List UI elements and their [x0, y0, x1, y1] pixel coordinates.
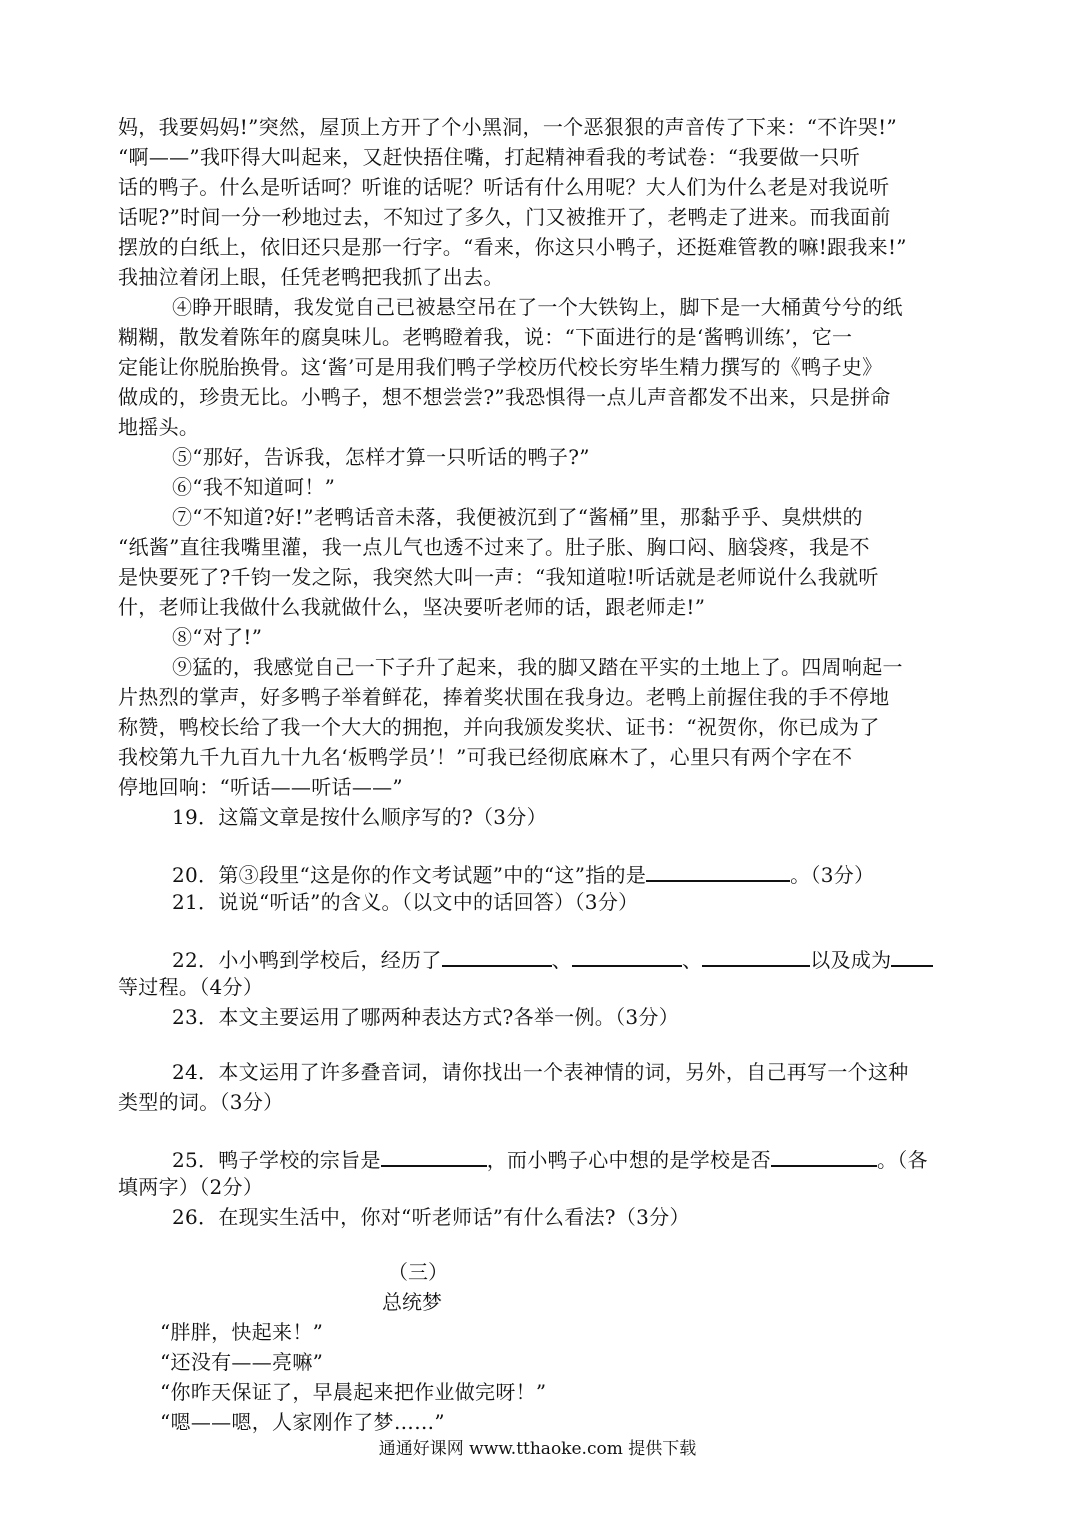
question-25-text-b: ，而小鸭子心中想的是学校是否 [486, 1148, 771, 1172]
passage-line: 我抽泣着闭上眼，任凭老鸭把我抓了出去。 [118, 265, 504, 289]
question-25-text-c: 。（各 [876, 1148, 928, 1172]
passage-line: 片热烈的掌声，好多鸭子举着鲜花，捧着奖状围在我身边。老鸭上前握住我的手不停地 [118, 685, 890, 709]
question-21: 21．说说“听话”的含义。（以文中的话回答）（3分） [172, 890, 639, 914]
section-number: （三） [388, 1260, 448, 1284]
passage-line: ⑨猛的，我感觉自己一下子升了起来，我的脚又踏在平实的土地上了。四周响起一 [172, 655, 903, 679]
answer-blank-25-2[interactable] [771, 1143, 877, 1167]
question-25 [172, 1143, 960, 1174]
dialogue-line: “你昨天保证了，早晨起来把作业做完呀！” [160, 1380, 547, 1404]
passage-line: 摆放的白纸上，依旧还只是那一行字。“看来，你这只小鸭子，还挺难管教的嘛!跟我来!” [118, 235, 907, 259]
question-25-cont: 填两字）（2分） [118, 1175, 264, 1199]
question-20 [172, 858, 960, 889]
answer-blank-20[interactable] [646, 858, 790, 882]
passage-line: 我校第九千九百九十九名‘板鸭学员’！”可我已经彻底麻木了，心里只有两个字在不 [118, 745, 853, 769]
question-22-text-b: 以及成为 [810, 948, 892, 972]
answer-blank-22-4[interactable] [891, 943, 933, 967]
passage-line: 是快要死了?千钧一发之际，我突然大叫一声：“我知道啦!听话就是老师说什么我就听 [118, 565, 879, 589]
dialogue-line: “嗯——嗯，人家刚作了梦……” [160, 1410, 445, 1434]
section-title: 总统梦 [382, 1290, 442, 1314]
passage-line: 什，老师让我做什么我就做什么，坚决要听老师的话，跟老师走!” [118, 595, 706, 619]
answer-blank-22-2[interactable] [572, 943, 682, 967]
passage-line: 做成的，珍贵无比。小鸭子，想不想尝尝?”我恐惧得一点儿声音都发不出来，只是拼命 [118, 385, 891, 409]
question-22-cont: 等过程。（4分） [118, 975, 264, 999]
passage-line: ④睁开眼睛，我发觉自己已被悬空吊在了一个大铁钩上，脚下是一大桶黄兮兮的纸 [172, 295, 903, 319]
question-22 [172, 943, 960, 974]
question-22-text: 22．小小鸭到学校后，经历了 [172, 948, 442, 972]
passage-line: 糊糊，散发着陈年的腐臭味儿。老鸭瞪着我，说：“下面进行的是‘酱鸭训练’，它一 [118, 325, 853, 349]
answer-blank-22-1[interactable] [442, 943, 552, 967]
page-footer: 通通好课网 www.tthaoke.com 提供下载 [378, 1439, 697, 1459]
question-20-points: 。（3分） [790, 863, 875, 887]
question-22-separator: 、 [551, 948, 572, 972]
passage-line: 话呢?”时间一分一秒地过去，不知过了多久，门又被推开了，老鸭走了进来。而我面前 [118, 205, 891, 229]
passage-line: “纸酱”直往我嘴里灌，我一点儿气也透不过来了。肚子胀、胸口闷、脑袋疼，我是不 [118, 535, 870, 559]
question-24: 24．本文运用了许多叠音词，请你找出一个表神情的词，另外，自己再写一个这种 [172, 1060, 909, 1084]
passage-line: “啊——”我吓得大叫起来，又赶快捂住嘴，打起精神看我的考试卷：“我要做一只听 [118, 145, 861, 169]
passage-line: 停地回响：“听话——听话——” [118, 775, 403, 799]
passage-line: 定能让你脱胎换骨。这‘酱’可是用我们鸭子学校历代校长穷毕生精力撰写的《鸭子史》 [118, 355, 883, 379]
passage-line: 称赞，鸭校长给了我一个大大的拥抱，并向我颁发奖状、证书：“祝贺你，你已成为了 [118, 715, 880, 739]
question-23: 23．本文主要运用了哪两种表达方式?各举一例。（3分） [172, 1005, 679, 1029]
answer-blank-25-1[interactable] [381, 1143, 487, 1167]
passage-line: ⑤“那好，告诉我，怎样才算一只听话的鸭子?” [172, 445, 590, 469]
dialogue-line: “胖胖，快起来！” [160, 1320, 324, 1344]
question-24-cont: 类型的词。（3分） [118, 1090, 284, 1114]
question-26: 26．在现实生活中，你对“听老师话”有什么看法?（3分） [172, 1205, 690, 1229]
passage-line: ⑦“不知道?好!”老鸭话音未落，我便被沉到了“酱桶”里，那黏乎乎、臭烘烘的 [172, 505, 863, 529]
passage-line: 话的鸭子。什么是听话呵？听谁的话呢？听话有什么用呢？大人们为什么老是对我说听 [118, 175, 890, 199]
passage-line: 地摇头。 [118, 415, 200, 439]
passage-line: 妈，我要妈妈!”突然，屋顶上方开了个小黑洞，一个恶狠狠的声音传了下来：“不许哭!” [118, 115, 898, 139]
question-19: 19．这篇文章是按什么顺序写的?（3分） [172, 805, 547, 829]
question-25-text: 25．鸭子学校的宗旨是 [172, 1148, 381, 1172]
passage-line: ⑥“我不知道呵！” [172, 475, 336, 499]
answer-blank-22-3[interactable] [702, 943, 810, 967]
dialogue-line: “还没有——亮嘛” [160, 1350, 324, 1374]
passage-line: ⑧“对了!” [172, 625, 263, 649]
question-22-separator: 、 [681, 948, 703, 972]
question-20-text: 20．第③段里“这是你的作文考试题”中的“这”指的是 [172, 863, 647, 887]
